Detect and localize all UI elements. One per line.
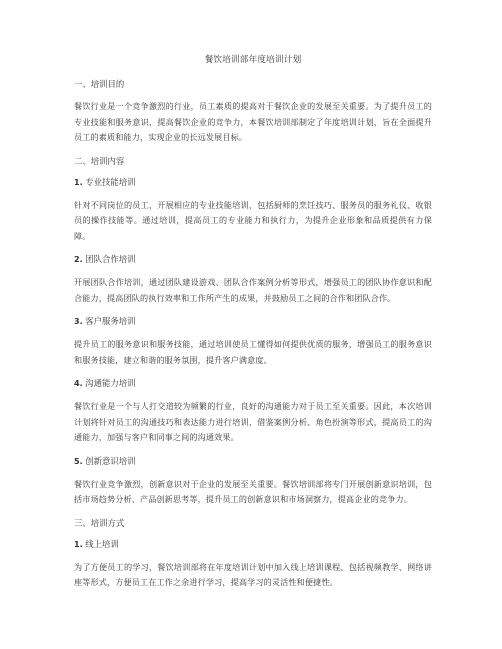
paragraph: 餐饮行业是一个竞争激烈的行业，员工素质的提高对于餐饮企业的发展至关重要。为了提升员工的专业技能和服务意识，提高餐饮企业的竞争力，本餐饮培训部制定了年度培训计划，旨在全面提升员工的素质和能力，实现企业的长远发展目标。	[74, 101, 432, 142]
sub-heading-label: 专业技能培训	[85, 176, 136, 187]
sub-heading-teamwork	[74, 253, 432, 266]
sub-heading-innovation	[74, 455, 432, 468]
sub-heading-number: 1.	[74, 539, 83, 549]
sub-heading-number: 5.	[74, 456, 83, 466]
document-page	[74, 54, 432, 600]
sub-heading-number: 3.	[74, 317, 83, 326]
paragraph: 餐饮行业竞争激烈，创新意识对于企业的发展至关重要。餐饮培训部将专门开展创新意识培训，包括市场趋势分析、产品创新思考等，提升员工的创新意识和市场洞察力，提高企业的竞争力。	[74, 478, 432, 504]
sub-heading-label: 沟通能力培训	[85, 378, 136, 388]
sub-heading-label: 客户服务培训	[85, 316, 136, 326]
paragraph: 为了方便员工的学习，餐饮培训部将在年度培训计划中加入线上培训课程，包括视频教学、网络讲座等形式，方便员工在工作之余进行学习，提高学习的灵活性和便捷性。	[74, 561, 432, 587]
paragraph: 开展团队合作培训，通过团队建设游戏、团队合作案例分析等形式，增强员工的团队协作意识和配合能力，提高团队的执行效率和工作所产生的成果，并鼓励员工之间的合作和团队合作。	[74, 277, 432, 303]
section-heading-purpose: 一、培训目的	[74, 79, 125, 89]
paragraph: 餐饮行业是一个与人打交道较为频繁的行业，良好的沟通能力对于员工至关重要。因此，本次培训计划将针对员工的沟通技巧和表达能力进行培训，借鉴案例分析、角色扮演等形式，提高员工的沟通能力，加强与客户和同事之间的沟通效果。	[74, 401, 432, 442]
paragraph: 针对不同岗位的员工，开展相应的专业技能培训，包括厨师的烹饪技巧、服务员的服务礼仪、收银员的操作技能等。通过培训，提高员工的专业能力和执行力，为提升企业形象和品质提供有力保障。	[74, 199, 432, 241]
sub-heading-label: 团队合作培训	[85, 254, 136, 264]
paragraph: 提升员工的服务意识和服务技能，通过培训使员工懂得如何提供优质的服务，增强员工的服务意识和服务技能，建立和谐的服务氛围，提升客户满意度。	[74, 339, 432, 365]
sub-heading-number: 4.	[74, 379, 83, 388]
sub-heading-professional-skills	[74, 176, 432, 189]
section-heading-content: 二、培训内容	[74, 155, 125, 166]
document-title: 餐饮培训部年度培训计划	[204, 55, 302, 65]
sub-heading-label: 线上培训	[85, 538, 119, 549]
sub-heading-communication	[74, 377, 432, 390]
sub-heading-number: 1.	[74, 177, 83, 187]
sub-heading-online-training	[74, 538, 432, 551]
sub-heading-customer-service	[74, 315, 432, 328]
sub-heading-label: 创新意识培训	[85, 455, 136, 466]
section-heading-methods: 三、培训方式	[74, 517, 125, 528]
sub-heading-number: 2.	[74, 255, 83, 264]
